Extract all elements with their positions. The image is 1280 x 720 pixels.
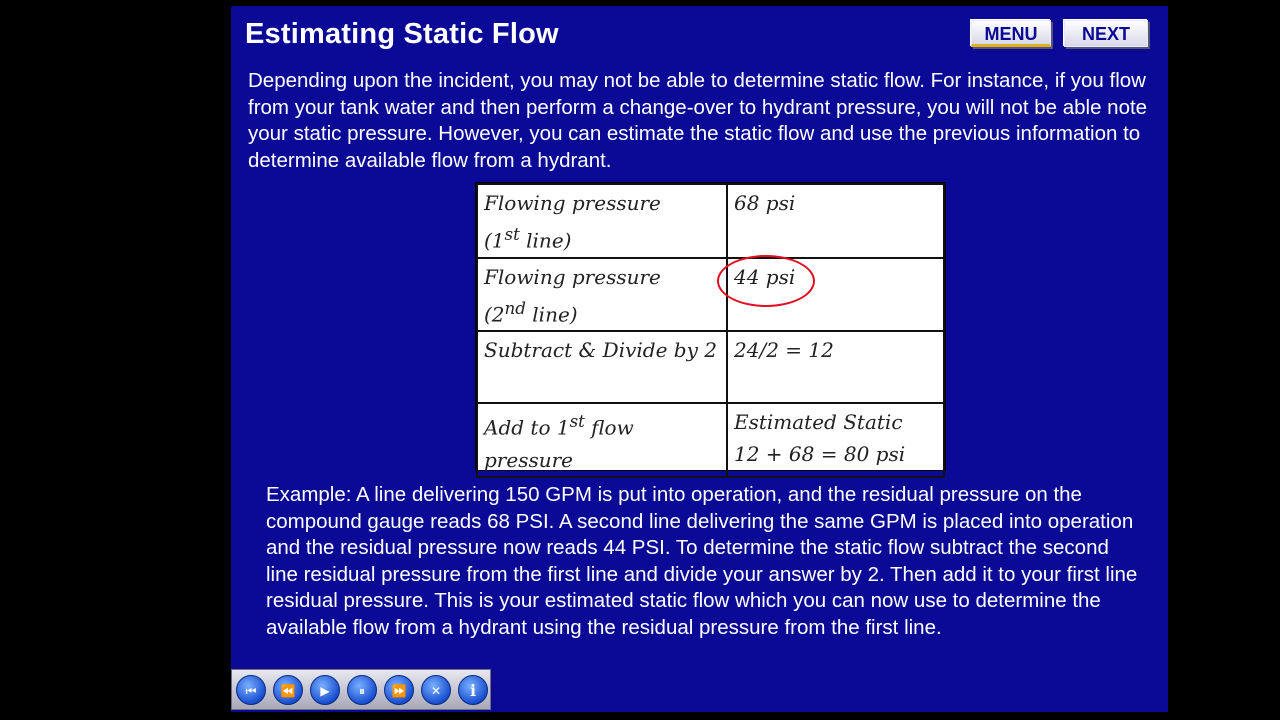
page-title: Estimating Static Flow	[245, 18, 559, 50]
table-cell-value	[727, 403, 944, 477]
table-row	[477, 403, 944, 477]
info-button[interactable]	[458, 675, 488, 705]
close-icon: ✕	[430, 684, 442, 698]
circled-value-text: 44 psi	[734, 264, 796, 289]
fast-forward-icon: ⏩	[391, 684, 407, 698]
skip-to-start-icon: ⏮	[245, 684, 257, 698]
fast-forward-button[interactable]	[384, 675, 414, 705]
table-cell-label	[477, 331, 727, 403]
cell-text-part: Add to 1	[484, 415, 570, 440]
cell-text-part: (1	[484, 228, 505, 253]
cell-text: Flowing pressure	[484, 191, 661, 215]
table-cell-label	[477, 258, 727, 332]
cell-text-part: flow	[584, 415, 634, 440]
pause-button[interactable]	[347, 675, 377, 705]
cell-text-part: (2	[484, 302, 505, 327]
table-cell-value	[727, 258, 944, 332]
cell-text	[734, 261, 937, 293]
table-row	[477, 258, 944, 332]
table-cell-value	[727, 184, 944, 258]
cell-text	[484, 406, 720, 444]
cell-text-part: line)	[519, 228, 572, 253]
intro-paragraph: Depending upon the incident, you may not be able to determine static flow. For instance, if you flow from your tank water and then perform a change-over to hydrant pressure, you will not be able note your static pressure. However, you can estimate the static flow and use the previous information to determine available flow from a hydrant.	[248, 69, 1148, 172]
cell-text: 12 + 68 = 80 psi	[734, 442, 906, 467]
table-cell-label	[477, 184, 727, 258]
cell-text: pressure	[484, 447, 574, 472]
skip-to-start-button[interactable]	[236, 675, 266, 705]
cell-text	[484, 219, 720, 257]
table-cell-label	[477, 403, 727, 477]
rewind-button[interactable]	[273, 675, 303, 705]
slide-panel	[231, 6, 1168, 712]
static-flow-table-image	[475, 182, 946, 471]
cell-text-part: line)	[525, 302, 578, 327]
example-paragraph: Example: A line delivering 150 GPM is put into operation, and the residual pressure on the compound gauge reads 68 PSI. A second line delivering the same GPM is placed into operation and the residual pressure now reads 44 PSI. To determine the static flow subtract the second line residual pressure from the first line and divide your answer by 2. Then add it to your first line residual pressure. This is your estimated static flow which you can now use to determine the available flow from a hydrant using the residual pressure from the first line.	[266, 483, 1138, 639]
static-flow-table	[476, 183, 945, 478]
circled-value	[734, 261, 795, 293]
cell-text: Flowing pressure	[484, 264, 661, 289]
table-row	[477, 331, 944, 403]
cell-text: 24/2 = 12	[734, 338, 834, 363]
next-button[interactable]: NEXT	[1064, 20, 1148, 47]
cell-text: Subtract & Divide by 2	[484, 338, 717, 363]
table-row	[477, 184, 944, 258]
menu-button[interactable]: MENU	[971, 20, 1051, 47]
rewind-icon: ⏪	[280, 684, 296, 698]
superscript: st	[569, 412, 585, 432]
close-button[interactable]	[421, 675, 451, 705]
pause-icon: ⏸	[358, 684, 365, 698]
superscript: st	[504, 225, 520, 244]
cell-text: Estimated Static	[734, 410, 903, 435]
play-button[interactable]	[310, 675, 340, 705]
play-icon: ▶	[320, 684, 330, 698]
superscript: nd	[504, 298, 526, 318]
cell-text: 68 psi	[734, 191, 796, 215]
cell-text	[484, 293, 720, 331]
player-controls	[231, 669, 491, 710]
table-cell-value	[727, 331, 944, 403]
info-icon: i	[469, 681, 477, 700]
